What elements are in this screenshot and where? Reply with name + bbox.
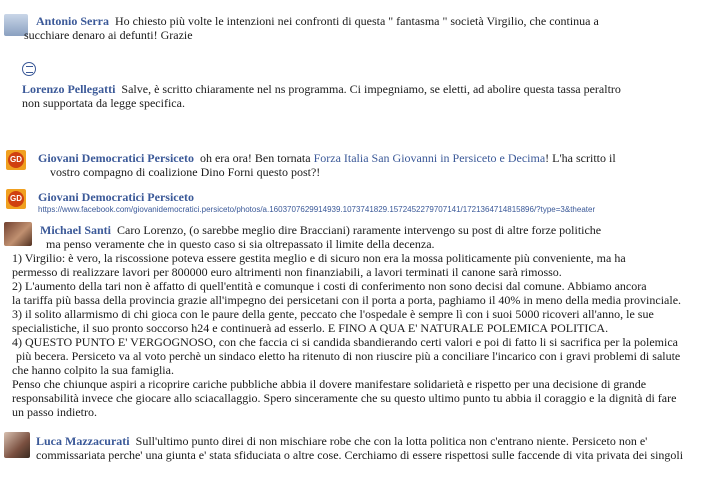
comment-text: 4) QUESTO PUNTO E' VERGOGNOSO, con che faccia ci si candida sbandierando certi valori e poi di fatto li si sacrifica per la polemica (12, 335, 678, 349)
comment-author[interactable]: Michael Santi (40, 223, 111, 237)
comment-text: specialistiche, il suo pronto soccorso h24 e continuerà ad esserlo. E FINO A QUA E' NATURALE POLEMICA POLITICA. (12, 321, 609, 335)
comment-text: 3) il solito allarmismo di chi gioca con le paure della gente, peccato che l'ospedale è sempre lì con i suoi 5000 ricoveri all'anno, le sue (12, 307, 654, 321)
comment-text: commissariata perche' una giunta e' stata sfiduciata o altre cose. Cerchiamo di essere rispettosi sulle faccende di vita privata dei singoli (36, 448, 684, 462)
comment-text: non supportata da legge specifica. (22, 96, 185, 110)
avatar[interactable]: GD (6, 150, 26, 170)
comment-text: responsabilità invece che giocare allo sciacallaggio. Spero sinceramente che su questo ultimo punto tu abbia il coraggio e la dignità di fare (12, 391, 677, 405)
comment-text: Lorenzo Pellegatti Salve, è scritto chiaramente nel ns programma. Ci impegniamo, se eletti, ad abolire questa tassa peraltro (22, 82, 621, 96)
comment-link[interactable]: https://www.facebook.com/giovanidemocratici.persiceto/photos/a.1603707629914939.1073741829.1572452279707141/1721364714815896/?type=3&theater (38, 205, 596, 214)
avatar[interactable]: GD (6, 189, 26, 209)
comment-text: ma penso veramente che in questo caso si sia oltrepassato il limite della decenza. (46, 237, 435, 251)
comment-text: che hanno colpito la sua famiglia. (12, 363, 174, 377)
comment-text: Giovani Democratici Persiceto oh era ora! Ben tornata Forza Italia San Giovanni in Persiceto e Decima! L'ha scritto il (38, 151, 616, 165)
avatar[interactable] (4, 222, 32, 246)
comment-author[interactable]: Giovani Democratici Persiceto (38, 190, 194, 204)
avatar[interactable] (4, 432, 30, 458)
comment-author[interactable]: Lorenzo Pellegatti (22, 82, 116, 96)
comment-text: vostro compagno di coalizione Dino Forni questo post?! (50, 165, 321, 179)
avatar-icon[interactable] (22, 62, 36, 76)
page-link[interactable]: Forza Italia San Giovanni in Persiceto e Decima (313, 151, 546, 165)
comment-text: permesso di realizzare lavori per 800000 euro altrimenti non finanziabili, a lavori terminati il canone sarà rimosso. (12, 265, 562, 279)
comment-text: succhiare denaro ai defunti! Grazie (24, 28, 193, 42)
comment-text: la tariffa più bassa della provincia grazie all'impegno dei persicetani con il porta a porta, paghiamo il 40% in meno della media provinciale. (12, 293, 682, 307)
comment-text: un passo indietro. (12, 405, 97, 419)
comment-author[interactable]: Giovani Democratici Persiceto (38, 151, 194, 165)
comment-text: 2) L'aumento della tari non è affatto di quell'entità e comunque i costi di conferimento non sono decisi dal comune. Abbiamo ancora (12, 279, 647, 293)
comment-text: Antonio Serra Ho chiesto più volte le intenzioni nei confronti di questa " fantasma " società Virgilio, che continua a (36, 14, 599, 28)
comment-author[interactable]: Antonio Serra (36, 14, 109, 28)
comment-text: più becera. Persiceto va al voto perchè un sindaco eletto ha ritenuto di non riuscire più a conciliare l'incarico con i gravi problemi di salute (16, 349, 681, 363)
comment-text: 1) Virgilio: è vero, la riscossione poteva essere gestita meglio e di sicuro non era la mossa politicamente più conveniente, ma ha (12, 251, 626, 265)
comment-author[interactable]: Luca Mazzacurati (36, 434, 130, 448)
comment-text: Penso che chiunque aspiri a ricoprire cariche pubbliche abbia il dovere manifestare solidarietà e rispetto per una decisione di grande (12, 377, 647, 391)
